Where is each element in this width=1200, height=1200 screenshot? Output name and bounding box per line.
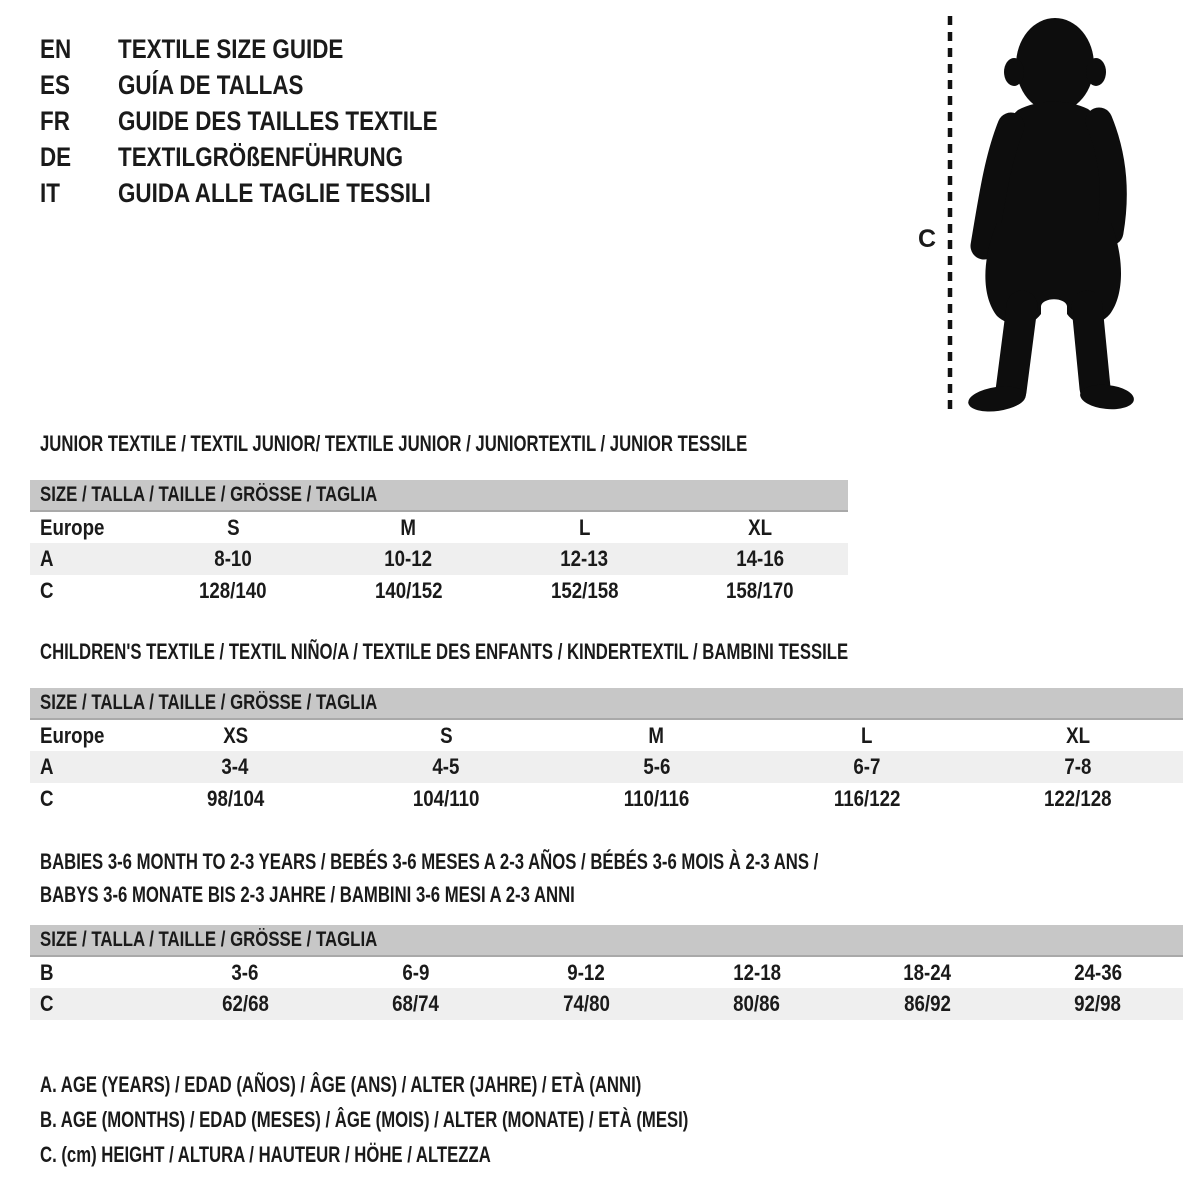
guide-title-fr: GUIDE DES TAILLES TEXTILE (118, 105, 438, 136)
language-row-en (40, 31, 503, 67)
language-title-block (40, 31, 503, 211)
height-value: 104/110 (412, 786, 480, 811)
size-header-bar (30, 925, 1183, 956)
table-row-europe (30, 511, 848, 543)
age-value: 8-10 (214, 546, 252, 571)
table-row-age (30, 543, 848, 575)
size-header-bar (30, 688, 1183, 719)
height-value: 128/140 (199, 578, 267, 603)
size-header-text: SIZE / TALLA / TAILLE / GRÖSSE / TAGLIA (40, 691, 378, 714)
size-value: S (439, 722, 453, 748)
babies-title-line-1: BABIES 3-6 MONTH TO 2-3 YEARS / BEBÉS 3-6 MESES A 2-3 AÑOS / BÉBÉS 3-6 MOIS À 2-3 ANS / (40, 849, 819, 874)
size-header-bar (30, 480, 848, 511)
months-value: 12-18 (732, 959, 781, 985)
height-value: 98/104 (206, 786, 264, 811)
age-value: 6-7 (853, 754, 881, 779)
height-value: 80/86 (733, 991, 781, 1016)
child-height-figure (898, 8, 1150, 420)
row-label: Europe (40, 722, 105, 748)
table-row-height (30, 988, 1183, 1020)
size-value: XL (1065, 722, 1090, 748)
table-row-height (30, 575, 848, 607)
height-value: 110/116 (623, 786, 690, 811)
language-code: DE (40, 141, 72, 172)
language-code: FR (40, 105, 70, 136)
height-value: 116/122 (833, 786, 901, 811)
guide-title-en: TEXTILE SIZE GUIDE (118, 33, 344, 64)
months-value: 18-24 (903, 959, 952, 985)
months-value: 24-36 (1073, 959, 1122, 985)
row-label: B (40, 959, 54, 985)
height-value: 152/158 (550, 578, 619, 603)
row-label: A (40, 546, 54, 571)
height-value: 68/74 (392, 991, 440, 1016)
legend-line-c: C. (cm) HEIGHT / ALTURA / HAUTEUR / HÖHE / ALTEZZA (40, 1142, 491, 1167)
language-row-de (40, 139, 503, 175)
language-row-fr (40, 103, 503, 139)
size-header-text: SIZE / TALLA / TAILLE / GRÖSSE / TAGLIA (40, 483, 378, 506)
height-value: 140/152 (374, 578, 443, 603)
age-value: 7-8 (1064, 754, 1092, 779)
age-value: 3-4 (221, 754, 249, 779)
language-row-it (40, 175, 503, 211)
language-code: EN (40, 33, 72, 64)
size-value: S (226, 514, 240, 540)
age-value: 14-16 (736, 546, 785, 571)
junior-size-table (30, 480, 848, 607)
table-row-age (30, 751, 1183, 783)
babies-title-line-2: BABYS 3-6 MONATE BIS 2-3 JAHRE / BAMBINI 3-6 MESI A 2-3 ANNI (40, 882, 575, 907)
size-header-row (30, 925, 1183, 956)
months-value: 6-9 (402, 959, 430, 985)
age-value: 5-6 (642, 754, 670, 779)
size-value: M (648, 722, 665, 748)
guide-title-es: GUÍA DE TALLAS (118, 69, 304, 100)
height-value: 86/92 (903, 991, 951, 1016)
size-header-row (30, 688, 1183, 719)
row-label: Europe (40, 514, 105, 540)
legend-line-b: B. AGE (MONTHS) / EDAD (MESES) / ÂGE (MOIS) / ALTER (MONATE) / ETÀ (MESI) (40, 1107, 689, 1132)
row-label: A (40, 754, 54, 779)
table-row-height (30, 783, 1183, 815)
months-value: 9-12 (567, 959, 605, 985)
measurement-legend (40, 1067, 893, 1172)
height-value: 62/68 (221, 991, 269, 1016)
babies-section-title (40, 845, 1064, 911)
junior-section-title: JUNIOR TEXTILE / TEXTIL JUNIOR/ TEXTILE JUNIOR / JUNIORTEXTIL / JUNIOR TESSILE (40, 431, 748, 456)
babies-size-table (30, 925, 1183, 1020)
guide-title-it: GUIDA ALLE TAGLIE TESSILI (118, 177, 431, 208)
child-height-figure-svg (898, 8, 1150, 420)
row-label: C (40, 578, 54, 603)
size-header-row (30, 480, 848, 511)
months-value: 3-6 (231, 959, 259, 985)
table-row-age-months (30, 956, 1183, 988)
guide-title-de: TEXTILGRÖßENFÜHRUNG (118, 141, 404, 172)
language-code: ES (40, 69, 70, 100)
row-label: C (40, 991, 54, 1016)
age-value: 12-13 (560, 546, 609, 571)
children-section-title: CHILDREN'S TEXTILE / TEXTIL NIÑO/A / TEXTILE DES ENFANTS / KINDERTEXTIL / BAMBINI TESSILE (40, 639, 849, 664)
language-row-es (40, 67, 503, 103)
size-value: XS (222, 722, 248, 748)
height-letter-label: C (918, 225, 937, 253)
age-value: 4-5 (432, 754, 460, 779)
children-size-table (30, 688, 1183, 815)
height-value: 74/80 (562, 991, 610, 1016)
size-value: M (400, 514, 417, 540)
size-value: XL (748, 514, 773, 540)
row-label: C (40, 786, 54, 811)
height-value: 92/98 (1074, 991, 1122, 1016)
size-value: L (861, 722, 873, 748)
height-value: 158/170 (726, 578, 794, 603)
size-header-text: SIZE / TALLA / TAILLE / GRÖSSE / TAGLIA (40, 928, 378, 951)
toddler-silhouette-icon (967, 18, 1135, 415)
table-row-europe (30, 719, 1183, 751)
size-value: L (578, 514, 591, 540)
age-value: 10-12 (384, 546, 433, 571)
language-code: IT (40, 177, 60, 208)
legend-line-a: A. AGE (YEARS) / EDAD (AÑOS) / ÂGE (ANS) / ALTER (JAHRE) / ETÀ (ANNI) (40, 1072, 642, 1097)
height-value: 122/128 (1043, 786, 1112, 811)
